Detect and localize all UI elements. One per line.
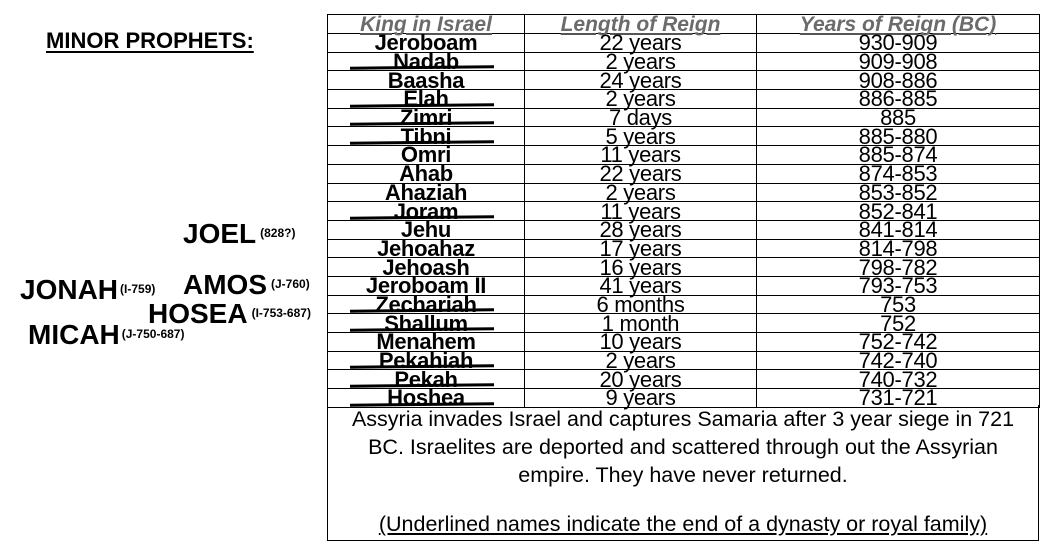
king-name: Omri [400,142,452,168]
prophet-name: AMOS [183,269,267,300]
king-name: Nadab [393,49,459,75]
length-cell: 2 years [525,351,757,370]
king-name: Jehoash [382,254,470,280]
length-cell: 22 years [525,34,757,53]
years-cell: 753 [757,295,1040,314]
length-cell: 41 years [525,276,757,295]
king-name: Ahaziah [384,179,468,205]
king-name: Pekah [394,366,458,392]
king-name: Elah [403,86,449,112]
note-text: Assyria invades Israel and captures Samaria after 3 year siege in 721 BC. Israelites are deported and scattered through out the Assyrian empire. They have never returned. [351,407,1015,487]
prophet-joel [183,220,295,248]
prophet-jonah [20,276,155,304]
years-cell: 885-874 [757,146,1040,165]
prophet-date: (I-753-687) [251,306,311,320]
dynasty-footnote: (Underlined names indicate the end of a dynasty or royal family) [378,512,988,536]
minor-prophets-heading: MINOR PROPHETS: [46,28,254,53]
length-cell: 11 years [525,202,757,221]
length-cell: 11 years [525,146,757,165]
length-cell: 17 years [525,239,757,258]
length-cell: 20 years [525,370,757,389]
king-name: Joram [393,198,459,224]
length-cell: 28 years [525,220,757,239]
years-cell: 885 [757,108,1040,127]
prophet-date: (J-750-687) [121,327,185,341]
years-cell: 814-798 [757,239,1040,258]
years-cell: 731-721 [757,389,1040,408]
length-cell: 10 years [525,333,757,352]
length-cell: 16 years [525,258,757,277]
king-name: Menahem [376,329,476,355]
length-cell: 2 years [525,183,757,202]
years-cell: 930-909 [757,34,1040,53]
king-name: Jehu [400,217,452,243]
length-cell: 6 months [525,295,757,314]
prophet-date: (828?) [260,226,296,240]
length-cell: 2 years [525,52,757,71]
years-cell: 909-908 [757,52,1040,71]
header-years: Years of Reign (BC) [757,15,1040,34]
years-cell: 852-841 [757,202,1040,221]
years-cell: 793-753 [757,276,1040,295]
king-name: Hoshea [387,385,465,411]
king-name: Ahab [399,161,453,187]
years-cell: 885-880 [757,127,1040,146]
years-cell: 798-782 [757,258,1040,277]
king-name: Tibni [400,123,452,149]
length-cell: 24 years [525,71,757,90]
prophet-name: HOSEA [148,298,248,329]
prophet-name: JONAH [20,274,119,305]
years-cell: 841-814 [757,220,1040,239]
length-cell: 1 month [525,314,757,333]
years-cell: 752 [757,314,1040,333]
king-name: Jehoahaz [377,235,475,261]
king-name: Zechariah [375,291,477,317]
header-length: Length of Reign [525,15,757,34]
length-cell: 2 years [525,90,757,109]
king-name: Pekahiah [378,348,474,374]
length-cell: 9 years [525,389,757,408]
years-cell: 742-740 [757,351,1040,370]
length-cell: 5 years [525,127,757,146]
years-cell: 853-852 [757,183,1040,202]
assyria-note [327,405,1039,541]
years-cell: 752-742 [757,333,1040,352]
years-cell: 886-885 [757,90,1040,109]
prophet-date: (I-759) [120,282,156,296]
years-cell: 740-732 [757,370,1040,389]
length-cell: 22 years [525,164,757,183]
prophet-name: JOEL [183,218,257,249]
king-name: Jeroboam II [365,273,487,299]
king-name: Shallum [384,310,468,336]
king-name: Zimri [399,105,453,131]
years-cell: 908-886 [757,71,1040,90]
prophet-date: (J-760) [271,277,310,291]
kings-of-israel-table [327,12,1040,411]
king-name: Baasha [387,67,465,93]
prophet-amos [183,271,310,299]
king-name: Jeroboam [374,30,478,56]
years-cell: 874-853 [757,164,1040,183]
header-king: King in Israel [328,15,525,34]
prophet-name: MICAH [28,319,120,350]
length-cell: 7 days [525,108,757,127]
prophet-micah [28,321,184,349]
